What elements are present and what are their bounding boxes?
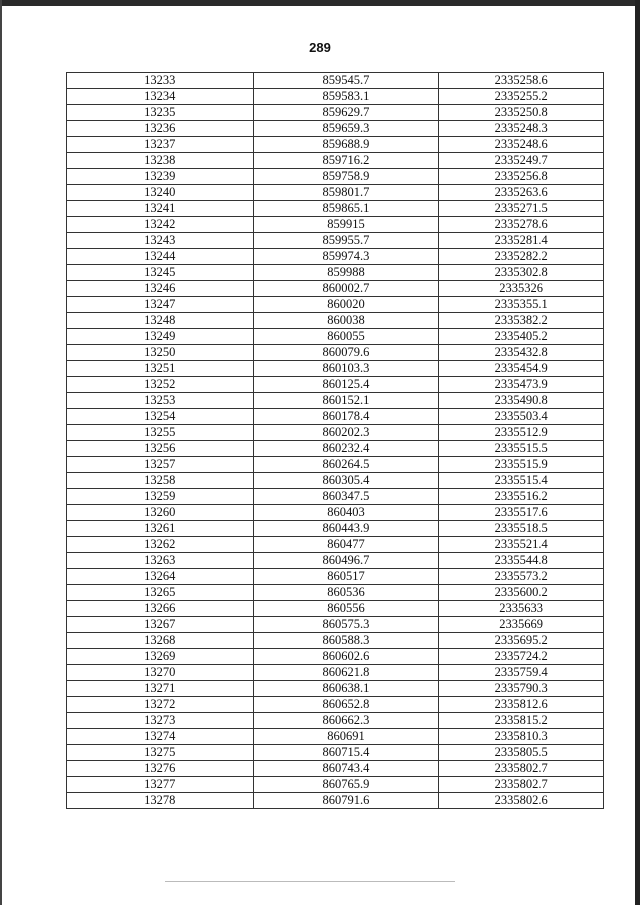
y-coordinate-cell: 2335669 (439, 617, 604, 633)
x-coordinate-cell: 860556 (253, 601, 439, 617)
x-coordinate-cell: 860020 (253, 297, 439, 313)
point-id-cell: 13259 (67, 489, 254, 505)
table-row (67, 201, 604, 217)
point-id-cell: 13254 (67, 409, 254, 425)
point-id-cell: 13238 (67, 153, 254, 169)
point-id-cell: 13260 (67, 505, 254, 521)
point-id-cell: 13253 (67, 393, 254, 409)
table-row (67, 265, 604, 281)
table-row (67, 185, 604, 201)
y-coordinate-cell: 2335473.9 (439, 377, 604, 393)
footer-divider (165, 881, 455, 882)
x-coordinate-cell: 860103.3 (253, 361, 439, 377)
point-id-cell: 13236 (67, 121, 254, 137)
y-coordinate-cell: 2335815.2 (439, 713, 604, 729)
table-row (67, 473, 604, 489)
table-row (67, 601, 604, 617)
x-coordinate-cell: 859758.9 (253, 169, 439, 185)
table-row (67, 169, 604, 185)
point-id-cell: 13262 (67, 537, 254, 553)
x-coordinate-cell: 860264.5 (253, 457, 439, 473)
table-row (67, 425, 604, 441)
x-coordinate-cell: 859716.2 (253, 153, 439, 169)
y-coordinate-cell: 2335759.4 (439, 665, 604, 681)
table-row (67, 537, 604, 553)
table-row (67, 569, 604, 585)
y-coordinate-cell: 2335521.4 (439, 537, 604, 553)
y-coordinate-cell: 2335802.7 (439, 777, 604, 793)
point-id-cell: 13263 (67, 553, 254, 569)
x-coordinate-cell: 860443.9 (253, 521, 439, 537)
x-coordinate-cell: 860743.4 (253, 761, 439, 777)
y-coordinate-cell: 2335518.5 (439, 521, 604, 537)
x-coordinate-cell: 860536 (253, 585, 439, 601)
y-coordinate-cell: 2335454.9 (439, 361, 604, 377)
x-coordinate-cell: 860202.3 (253, 425, 439, 441)
point-id-cell: 13270 (67, 665, 254, 681)
x-coordinate-cell: 859545.7 (253, 73, 439, 89)
table-row (67, 105, 604, 121)
table-row (67, 793, 604, 809)
point-id-cell: 13251 (67, 361, 254, 377)
y-coordinate-cell: 2335805.5 (439, 745, 604, 761)
y-coordinate-cell: 2335802.6 (439, 793, 604, 809)
point-id-cell: 13241 (67, 201, 254, 217)
table-row (67, 521, 604, 537)
y-coordinate-cell: 2335724.2 (439, 649, 604, 665)
page-number: 289 (309, 40, 331, 55)
table-row (67, 745, 604, 761)
table-row (67, 585, 604, 601)
x-coordinate-cell: 860002.7 (253, 281, 439, 297)
table-row (67, 649, 604, 665)
y-coordinate-cell: 2335248.6 (439, 137, 604, 153)
point-id-cell: 13242 (67, 217, 254, 233)
point-id-cell: 13269 (67, 649, 254, 665)
coordinate-table-body (67, 73, 604, 809)
point-id-cell: 13244 (67, 249, 254, 265)
x-coordinate-cell: 860305.4 (253, 473, 439, 489)
point-id-cell: 13249 (67, 329, 254, 345)
y-coordinate-cell: 2335249.7 (439, 153, 604, 169)
table-row (67, 665, 604, 681)
y-coordinate-cell: 2335503.4 (439, 409, 604, 425)
table-row (67, 361, 604, 377)
table-row (67, 729, 604, 745)
x-coordinate-cell: 859865.1 (253, 201, 439, 217)
y-coordinate-cell: 2335326 (439, 281, 604, 297)
point-id-cell: 13257 (67, 457, 254, 473)
point-id-cell: 13239 (67, 169, 254, 185)
point-id-cell: 13272 (67, 697, 254, 713)
table-row (67, 377, 604, 393)
point-id-cell: 13275 (67, 745, 254, 761)
table-row (67, 73, 604, 89)
point-id-cell: 13274 (67, 729, 254, 745)
point-id-cell: 13271 (67, 681, 254, 697)
point-id-cell: 13264 (67, 569, 254, 585)
y-coordinate-cell: 2335405.2 (439, 329, 604, 345)
x-coordinate-cell: 859915 (253, 217, 439, 233)
y-coordinate-cell: 2335600.2 (439, 585, 604, 601)
y-coordinate-cell: 2335573.2 (439, 569, 604, 585)
y-coordinate-cell: 2335256.8 (439, 169, 604, 185)
coordinate-table (66, 72, 604, 809)
table-row (67, 441, 604, 457)
table-row (67, 457, 604, 473)
x-coordinate-cell: 860575.3 (253, 617, 439, 633)
table-row (67, 409, 604, 425)
y-coordinate-cell: 2335544.8 (439, 553, 604, 569)
y-coordinate-cell: 2335302.8 (439, 265, 604, 281)
x-coordinate-cell: 859955.7 (253, 233, 439, 249)
y-coordinate-cell: 2335515.5 (439, 441, 604, 457)
y-coordinate-cell: 2335258.6 (439, 73, 604, 89)
point-id-cell: 13237 (67, 137, 254, 153)
x-coordinate-cell: 860055 (253, 329, 439, 345)
x-coordinate-cell: 860125.4 (253, 377, 439, 393)
x-coordinate-cell: 859629.7 (253, 105, 439, 121)
x-coordinate-cell: 860232.4 (253, 441, 439, 457)
x-coordinate-cell: 860496.7 (253, 553, 439, 569)
y-coordinate-cell: 2335355.1 (439, 297, 604, 313)
y-coordinate-cell: 2335517.6 (439, 505, 604, 521)
table-row (67, 233, 604, 249)
table-row (67, 329, 604, 345)
point-id-cell: 13255 (67, 425, 254, 441)
x-coordinate-cell: 860517 (253, 569, 439, 585)
table-row (67, 121, 604, 137)
point-id-cell: 13278 (67, 793, 254, 809)
x-coordinate-cell: 859659.3 (253, 121, 439, 137)
point-id-cell: 13256 (67, 441, 254, 457)
y-coordinate-cell: 2335515.9 (439, 457, 604, 473)
point-id-cell: 13250 (67, 345, 254, 361)
x-coordinate-cell: 860638.1 (253, 681, 439, 697)
scan-border-right (635, 0, 640, 905)
table-row (67, 281, 604, 297)
x-coordinate-cell: 860038 (253, 313, 439, 329)
point-id-cell: 13247 (67, 297, 254, 313)
point-id-cell: 13276 (67, 761, 254, 777)
point-id-cell: 13234 (67, 89, 254, 105)
table-row (67, 633, 604, 649)
x-coordinate-cell: 860079.6 (253, 345, 439, 361)
y-coordinate-cell: 2335281.4 (439, 233, 604, 249)
point-id-cell: 13246 (67, 281, 254, 297)
y-coordinate-cell: 2335512.9 (439, 425, 604, 441)
point-id-cell: 13268 (67, 633, 254, 649)
table-row (67, 89, 604, 105)
table-row (67, 137, 604, 153)
table-row (67, 713, 604, 729)
table-row (67, 393, 604, 409)
point-id-cell: 13277 (67, 777, 254, 793)
y-coordinate-cell: 2335790.3 (439, 681, 604, 697)
y-coordinate-cell: 2335282.2 (439, 249, 604, 265)
y-coordinate-cell: 2335250.8 (439, 105, 604, 121)
x-coordinate-cell: 859583.1 (253, 89, 439, 105)
point-id-cell: 13248 (67, 313, 254, 329)
point-id-cell: 13267 (67, 617, 254, 633)
point-id-cell: 13261 (67, 521, 254, 537)
table-row (67, 489, 604, 505)
point-id-cell: 13235 (67, 105, 254, 121)
x-coordinate-cell: 860588.3 (253, 633, 439, 649)
x-coordinate-cell: 860477 (253, 537, 439, 553)
x-coordinate-cell: 860691 (253, 729, 439, 745)
x-coordinate-cell: 860652.8 (253, 697, 439, 713)
x-coordinate-cell: 860662.3 (253, 713, 439, 729)
y-coordinate-cell: 2335271.5 (439, 201, 604, 217)
x-coordinate-cell: 860347.5 (253, 489, 439, 505)
x-coordinate-cell: 860403 (253, 505, 439, 521)
y-coordinate-cell: 2335633 (439, 601, 604, 617)
x-coordinate-cell: 859974.3 (253, 249, 439, 265)
point-id-cell: 13273 (67, 713, 254, 729)
point-id-cell: 13265 (67, 585, 254, 601)
y-coordinate-cell: 2335490.8 (439, 393, 604, 409)
y-coordinate-cell: 2335802.7 (439, 761, 604, 777)
y-coordinate-cell: 2335695.2 (439, 633, 604, 649)
y-coordinate-cell: 2335263.6 (439, 185, 604, 201)
table-row (67, 505, 604, 521)
point-id-cell: 13245 (67, 265, 254, 281)
y-coordinate-cell: 2335812.6 (439, 697, 604, 713)
point-id-cell: 13258 (67, 473, 254, 489)
y-coordinate-cell: 2335515.4 (439, 473, 604, 489)
x-coordinate-cell: 860715.4 (253, 745, 439, 761)
y-coordinate-cell: 2335248.3 (439, 121, 604, 137)
y-coordinate-cell: 2335382.2 (439, 313, 604, 329)
x-coordinate-cell: 860765.9 (253, 777, 439, 793)
point-id-cell: 13240 (67, 185, 254, 201)
table-row (67, 153, 604, 169)
x-coordinate-cell: 860178.4 (253, 409, 439, 425)
table-row (67, 553, 604, 569)
table-row (67, 777, 604, 793)
x-coordinate-cell: 860152.1 (253, 393, 439, 409)
table-row (67, 761, 604, 777)
x-coordinate-cell: 860791.6 (253, 793, 439, 809)
y-coordinate-cell: 2335255.2 (439, 89, 604, 105)
scan-border-left (0, 0, 2, 905)
y-coordinate-cell: 2335432.8 (439, 345, 604, 361)
x-coordinate-cell: 859688.9 (253, 137, 439, 153)
table-row (67, 217, 604, 233)
table-row (67, 697, 604, 713)
point-id-cell: 13233 (67, 73, 254, 89)
point-id-cell: 13266 (67, 601, 254, 617)
point-id-cell: 13243 (67, 233, 254, 249)
x-coordinate-cell: 860602.6 (253, 649, 439, 665)
scan-border-top (0, 0, 640, 6)
table-row (67, 297, 604, 313)
table-row (67, 345, 604, 361)
table-row (67, 681, 604, 697)
x-coordinate-cell: 859801.7 (253, 185, 439, 201)
table-row (67, 617, 604, 633)
table-row (67, 313, 604, 329)
point-id-cell: 13252 (67, 377, 254, 393)
y-coordinate-cell: 2335516.2 (439, 489, 604, 505)
x-coordinate-cell: 859988 (253, 265, 439, 281)
table-row (67, 249, 604, 265)
y-coordinate-cell: 2335278.6 (439, 217, 604, 233)
x-coordinate-cell: 860621.8 (253, 665, 439, 681)
y-coordinate-cell: 2335810.3 (439, 729, 604, 745)
